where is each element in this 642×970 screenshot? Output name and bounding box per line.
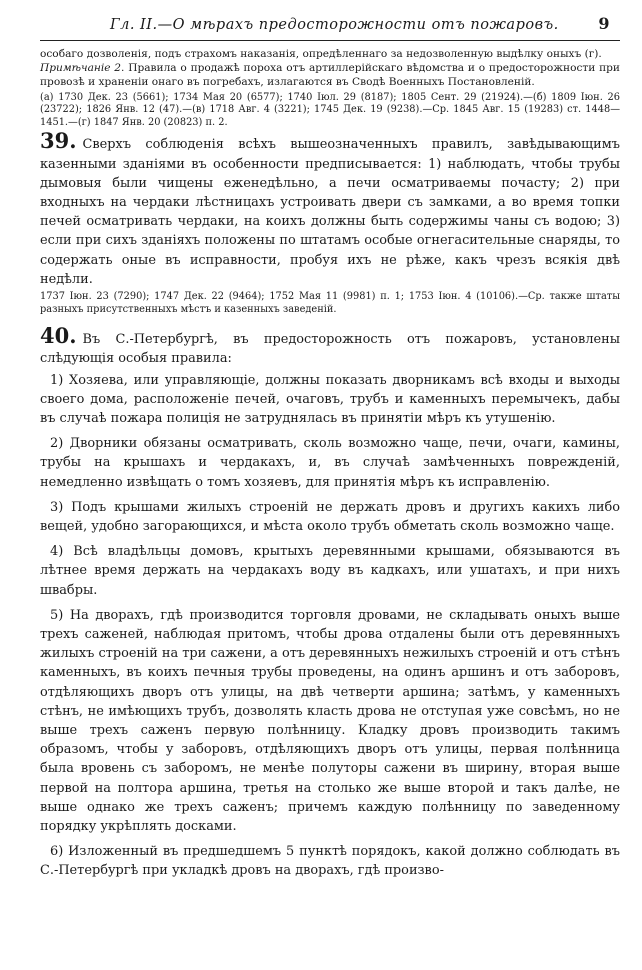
references-block-2: 1737 Іюн. 23 (7290); 1747 Дек. 22 (9464); 1752 Мая 11 (9981) п. 1; 1753 Іюн. 4 (10106).—Ср. также штаты разныхъ присутственныхъ мѣстъ и казенныхъ заведеній. [40, 291, 620, 315]
article-40 [40, 323, 620, 368]
article-39 [40, 128, 620, 289]
article-number: 39. [40, 128, 77, 154]
article-text: Въ С.-Петербургѣ, въ предосторожность отъ пожаровъ, установлены слѣдующія особыя правила: [40, 332, 620, 367]
header-rule [40, 40, 620, 41]
article-number: 40. [40, 323, 77, 349]
references-block-1: (а) 1730 Дек. 23 (5661); 1734 Мая 20 (6577); 1740 Іюл. 29 (8187); 1805 Сент. 29 (21924).—(б) 1809 Іюн. 26 (23722); 1826 Янв. 12 (47).—(в) 1718 Авг. 4 (3221); 1745 Дек. 19 (9238).—Ср. 1845 Авг. 15 (19283) ст. 1448—1451.—(г) 1847 Янв. 20 (20823) п. 2. [40, 91, 620, 128]
note-label: Примѣчаніе 2. [40, 62, 125, 75]
rule-item: 4) Всѣ владѣльцы домовъ, крытыхъ деревянными крышами, обязываются въ лѣтнее время держать на чердакахъ воду въ кадкахъ, или ушатахъ, и при нихъ швабры. [40, 544, 620, 598]
rule-item: 3) Подъ крышами жилыхъ строеній не держать дровъ и другихъ какихъ либо вещей, удобно загорающихся, и мѣста около трубъ обметать сколь возможно чаще. [40, 499, 620, 535]
chapter-title: Гл. II.—О мѣрахъ предосторожности отъ пожаровъ. [110, 17, 559, 33]
article-text: Сверхъ соблюденія всѣхъ вышеозначенныхъ правилъ, завѣдывающимъ казенными зданіями въ особенности предписывается: 1) наблюдать, чтобы трубы дымовыя были чищены еженедѣльно, а печи осматриваемы почасту; 2) при входныхъ на чердаки лѣстницахъ устроивать двери съ замками, а во время топки печей осматривать чердаки, на коихъ должны быть содержимы чаны съ водою; 3) если при сихъ зданіяхъ положены по штатамъ особые огнегасительные снаряды, то содержать оные въ исправности, пробуя ихъ не рѣже, какъ чрезъ всякія двѣ недѣли. [40, 137, 620, 287]
running-header [40, 14, 620, 38]
rule-item: 2) Дворники обязаны осматривать, сколь возможно чаще, печи, очаги, камины, трубы на крышахъ и чердакахъ, и, въ случаѣ замѣченныхъ поврежденій, немедленно извѣщать о томъ хозяевъ, для принятія мѣръ къ исправленію. [40, 436, 620, 490]
rule-item: 6) Изложенный въ предшедшемъ 5 пунктѣ порядокъ, какой должно соблюдать въ С.-Петербургѣ при укладкѣ дровъ на дворахъ, гдѣ произво- [40, 844, 620, 879]
note-2 [40, 61, 620, 89]
note-text: Правила о продажѣ пороха отъ артиллерійскаго вѣдомства и о предосторожности при провозѣ и храненіи онаго въ погребахъ, излагаются въ Сводѣ Военныхъ Постановленій. [40, 62, 620, 89]
intro-text: особаго дозволенія, подъ страхомъ наказанія, опредѣленнаго за недозволенную выдѣлку оныхъ (г). [40, 48, 602, 60]
rule-item: 1) Хозяева, или управляющіе, должны показать дворникамъ всѣ входы и выходы своего дома, расположеніе печей, очаговъ, трубъ и каменныхъ перемычекъ, дабы въ случаѣ пожара полиція не затруднялась въ принятіи мѣръ къ утушенію. [40, 372, 620, 427]
rule-item: 5) На дворахъ, гдѣ производится торговля дровами, не складывать оныхъ выше трехъ саженей, наблюдая притомъ, чтобы дрова отдалены были отъ деревянныхъ жилыхъ строеній на три сажени, а отъ деревянныхъ нежилыхъ строеній и отъ стѣнъ каменныхъ, въ коихъ печныя трубы проведены, на одинъ аршинъ и отъ заборовъ, отдѣляющихъ дворъ отъ улицы, на двѣ четверти аршина; затѣмъ, у каменныхъ стѣнъ, не имѣющихъ трубъ, дозволять класть дрова не отступая уже совсѣмъ, но не выше трехъ саженъ первую полѣнницу. Кладку дровъ производить такимъ образомъ, чтобы у заборовъ, отдѣляющихъ дворъ отъ улицы, первая полѣнница была вровень съ заборомъ, не менѣе полуторы сажени въ ширину, вторая выше первой на полтора аршина, третья на столько же выше второй и такъ далѣе, не выше однако же трехъ саженъ; причемъ каждую полѣнницу по заведенному порядку укрѣплять досками. [40, 607, 620, 835]
page-number: 9 [598, 14, 610, 33]
